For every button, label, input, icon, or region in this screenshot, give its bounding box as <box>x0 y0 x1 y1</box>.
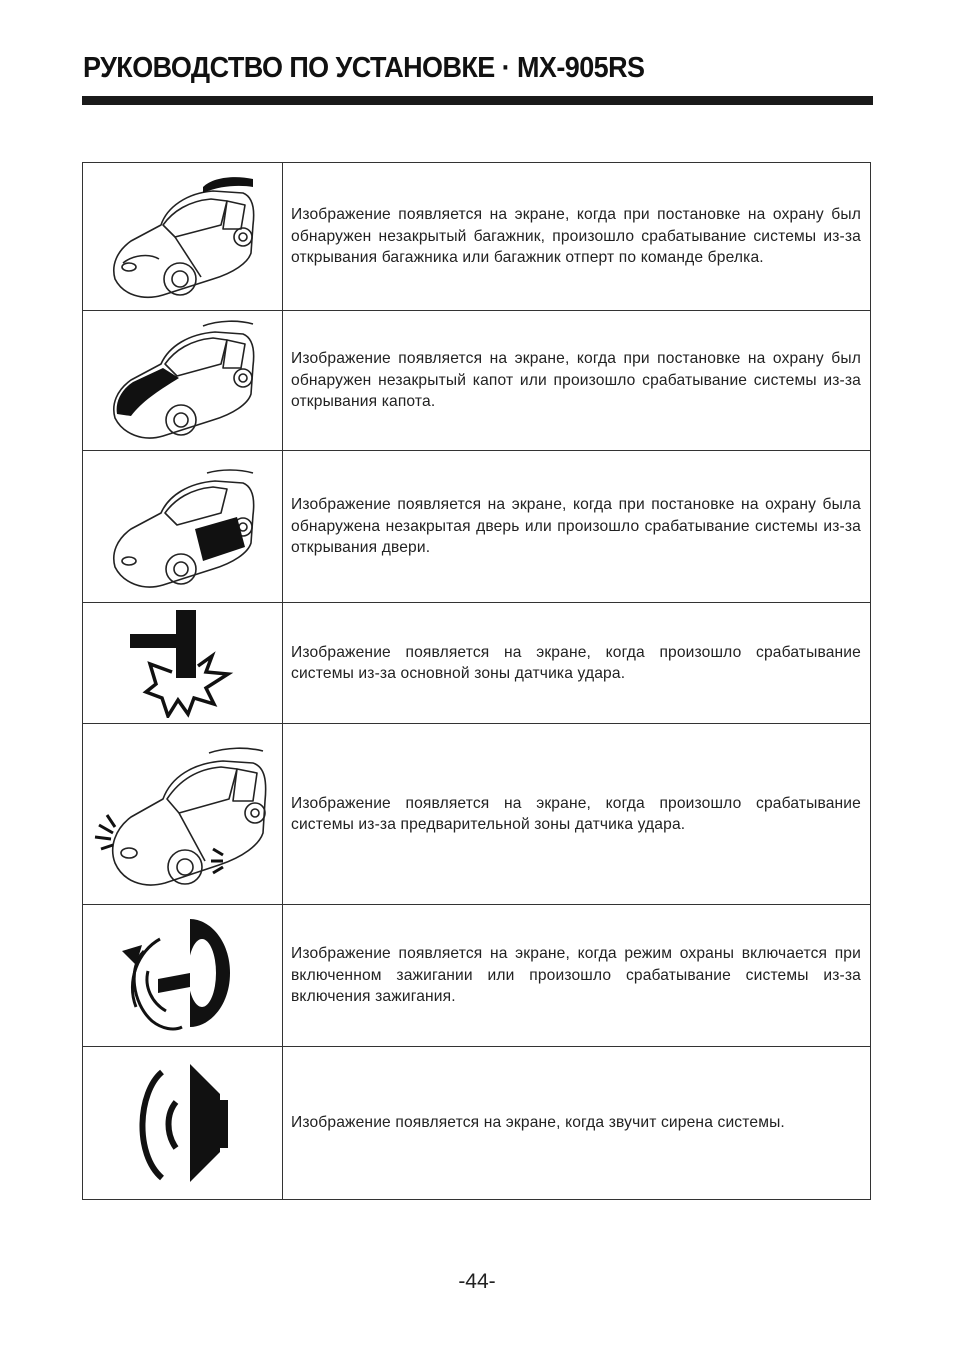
row-description: Изображение появляется на экране, когда произошло срабатывание системы из-за основной зоны датчика удара. <box>291 643 861 682</box>
page-number: -44- <box>458 1270 496 1293</box>
row-description: Изображение появляется на экране, когда при постановке на охрану был обнаружен незакрытый капот или произошло срабатывание системы из-за открывания капота. <box>291 350 861 411</box>
table-row <box>83 905 871 1047</box>
table-row <box>83 311 871 451</box>
table-row <box>83 451 871 603</box>
icon-legend-table <box>82 162 871 1200</box>
car-hood-open-icon <box>103 316 263 446</box>
header-rule <box>82 96 873 105</box>
table-row <box>83 163 871 311</box>
row-description: Изображение появляется на экране, когда произошло срабатывание системы из-за предварительной зоны датчика удара. <box>291 794 861 833</box>
ignition-key-icon <box>118 911 248 1041</box>
row-description: Изображение появляется на экране, когда при постановке на охрану была обнаружена незакрытая дверь или произошло срабатывание системы из-за открывания двери. <box>291 496 861 557</box>
page-title: РУКОВОДСТВО ПО УСТАНОВКЕ · MX-905RS <box>83 52 645 84</box>
row-description: Изображение появляется на экране, когда при постановке на охрану был обнаружен незакрытый багажник, произошло срабатывание системы из-за открывания багажника или багажник отперт по команде брелка. <box>291 206 861 267</box>
car-trunk-open-icon <box>103 167 263 307</box>
table-row <box>83 724 871 905</box>
row-description: Изображение появляется на экране, когда режим охраны включается при включенном зажигании или произошло срабатывание системы из-за включения зажигания. <box>291 945 861 1006</box>
car-door-open-icon <box>103 457 263 597</box>
table-row <box>83 603 871 724</box>
row-description: Изображение появляется на экране, когда звучит сирена системы. <box>291 1114 785 1132</box>
hammer-impact-icon <box>128 608 238 718</box>
siren-speaker-icon <box>128 1058 238 1188</box>
car-impact-warning-icon <box>93 729 273 899</box>
table-row <box>83 1047 871 1200</box>
